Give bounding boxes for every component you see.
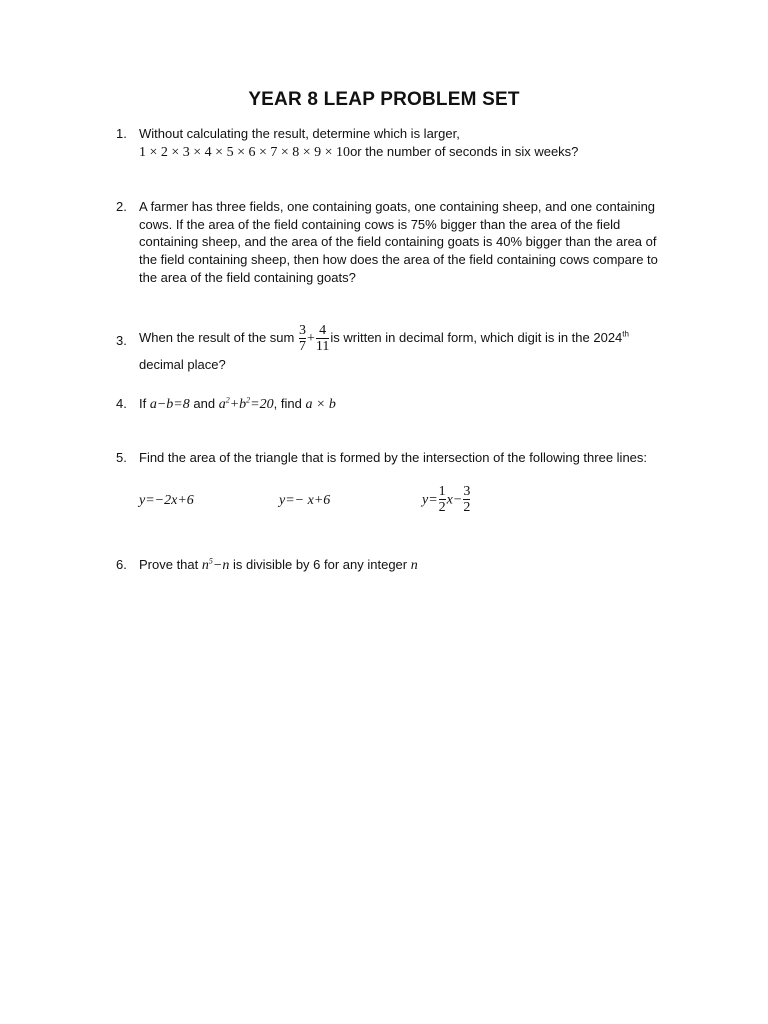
question-text: When the result of the sum [139,329,295,345]
question-body [139,556,674,575]
minus-n: −n [212,558,230,573]
question-number: 5. [116,450,127,465]
question-text-line1 [139,323,674,354]
question-number: 4. [116,396,127,411]
exponent: 5 [208,556,213,566]
numerator: 3 [298,323,306,338]
line-equation-1: y=−2x+6 [139,493,194,508]
equals-20: =20 [250,397,274,412]
question-text-line2: decimal place? [139,357,226,372]
denominator: 11 [315,339,330,354]
numerator: 1 [438,484,446,499]
question-body [139,323,674,374]
line-equation-3 [422,484,471,515]
question-text-line: A farmer has three fields, one containing goats, one containing sheep, and one containing [139,199,656,214]
product-a-b: a × b [305,397,336,412]
equation-lhs: y= [422,492,438,508]
question-text-line: the area of the field containing goats? [139,269,356,285]
numerator: 3 [463,484,471,499]
denominator: 7 [298,339,306,354]
question-text: If [139,396,147,411]
question-text-line [139,395,674,414]
question-text-line2 [139,143,674,162]
fraction-4-11 [316,323,329,354]
exponent: 2 [225,395,230,405]
question-number: 1. [116,126,127,141]
line-equation-2: y=− x+6 [279,493,331,508]
denominator: 2 [463,500,471,515]
question-text-line: cows. If the area of the field containing cows is 75% bigger than the area of the field [139,216,621,232]
question-number: 6. [116,557,127,572]
question-text-tail: or the number of seconds in six weeks? [350,143,579,159]
equation-a-minus-b: a−b=8 [149,397,190,412]
equation-mid: x− [446,492,463,508]
denominator: 2 [438,500,446,515]
numerator: 4 [319,323,327,338]
question-number: 3. [116,333,127,348]
question-text: Find the area of the triangle that is formed by the intersection of the following three lines: [139,450,648,465]
ordinal-suffix: th [622,329,629,339]
document-title: YEAR 8 LEAP PROBLEM SET [248,89,520,110]
expression-n5-minus-n [202,558,229,573]
exponent: 2 [246,395,251,405]
question-text: , find [273,396,302,411]
question-text: and [193,396,216,411]
fraction-3-2 [463,484,470,515]
question-number: 2. [116,199,127,214]
question-text-mid: is written in decimal form, which digit is in the 2024 [330,329,623,345]
variable-n: n [201,558,209,573]
plus-sign: + [306,330,315,346]
question-text: Without calculating the result, determine which is larger, [139,126,460,141]
question-text: Prove that [139,557,199,572]
product-expression: 1 × 2 × 3 × 4 × 5 × 6 × 7 × 8 × 9 × 10 [139,144,351,160]
question-text-line [139,556,674,575]
question-body [139,449,674,467]
question-body [139,198,674,287]
variable-n: n [410,558,418,573]
fraction-1-2 [439,484,446,515]
variable-a: a [218,397,226,412]
plus-b: +b [229,397,247,412]
question-text-line: the field containing sheep, then how does the area of the field containing cows compare to [139,252,658,268]
question-body [139,395,674,414]
equation-sum-of-squares [219,397,274,412]
fraction-3-7 [299,323,306,354]
question-text-line: containing sheep, and the area of the field containing goats is 40% bigger than the area of [139,234,657,250]
question-body [139,125,674,161]
question-text: is divisible by 6 for any integer [232,557,408,572]
